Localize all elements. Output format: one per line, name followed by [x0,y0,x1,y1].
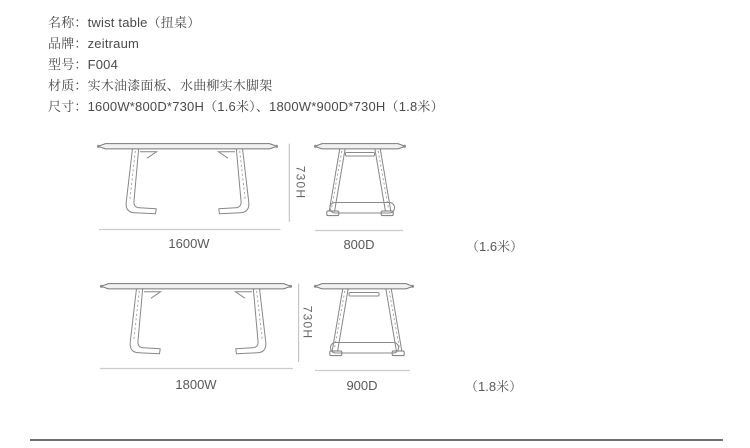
width-dimension-label-row1: 1600W [168,236,210,251]
width-dimension-label-row2: 1800W [175,377,217,392]
size-note-row1: （1.6米） [466,239,524,254]
spec-value-name: twist table（扭桌） [87,15,201,30]
side-view-900d [314,284,414,371]
product-spec-list [48,12,444,117]
spec-line-material [48,75,444,96]
spec-line-name [48,12,444,33]
spec-label-name: 名称： [48,15,88,30]
spec-value-model: F004 [87,57,119,72]
spec-value-brand: zeitraum [87,36,140,51]
side-view-800d [314,144,406,231]
height-dimension-label-row2: 730H [300,305,315,340]
size-note-row2: （1.8米） [465,379,523,394]
spec-label-size: 尺寸： [48,99,88,114]
spec-line-model [48,54,444,75]
spec-line-brand [48,33,444,54]
spec-label-material: 材质： [48,78,88,93]
depth-dimension-label-row2: 900D [346,378,378,393]
front-view-1600w [97,144,281,230]
bottom-divider [30,439,723,441]
spec-value-size: 1600W*800D*730H（1.6米）、1800W*900D*730H（1.8米） [87,99,444,114]
spec-label-brand: 品牌： [48,36,88,51]
height-dimension-label-row1: 730H [293,165,308,200]
depth-dimension-label-row1: 800D [343,237,375,252]
front-view-1800w [100,284,293,369]
spec-line-size [48,96,444,117]
spec-label-model: 型号： [48,57,88,72]
spec-value-material: 实木油漆面板、水曲柳实木脚架 [87,78,273,93]
